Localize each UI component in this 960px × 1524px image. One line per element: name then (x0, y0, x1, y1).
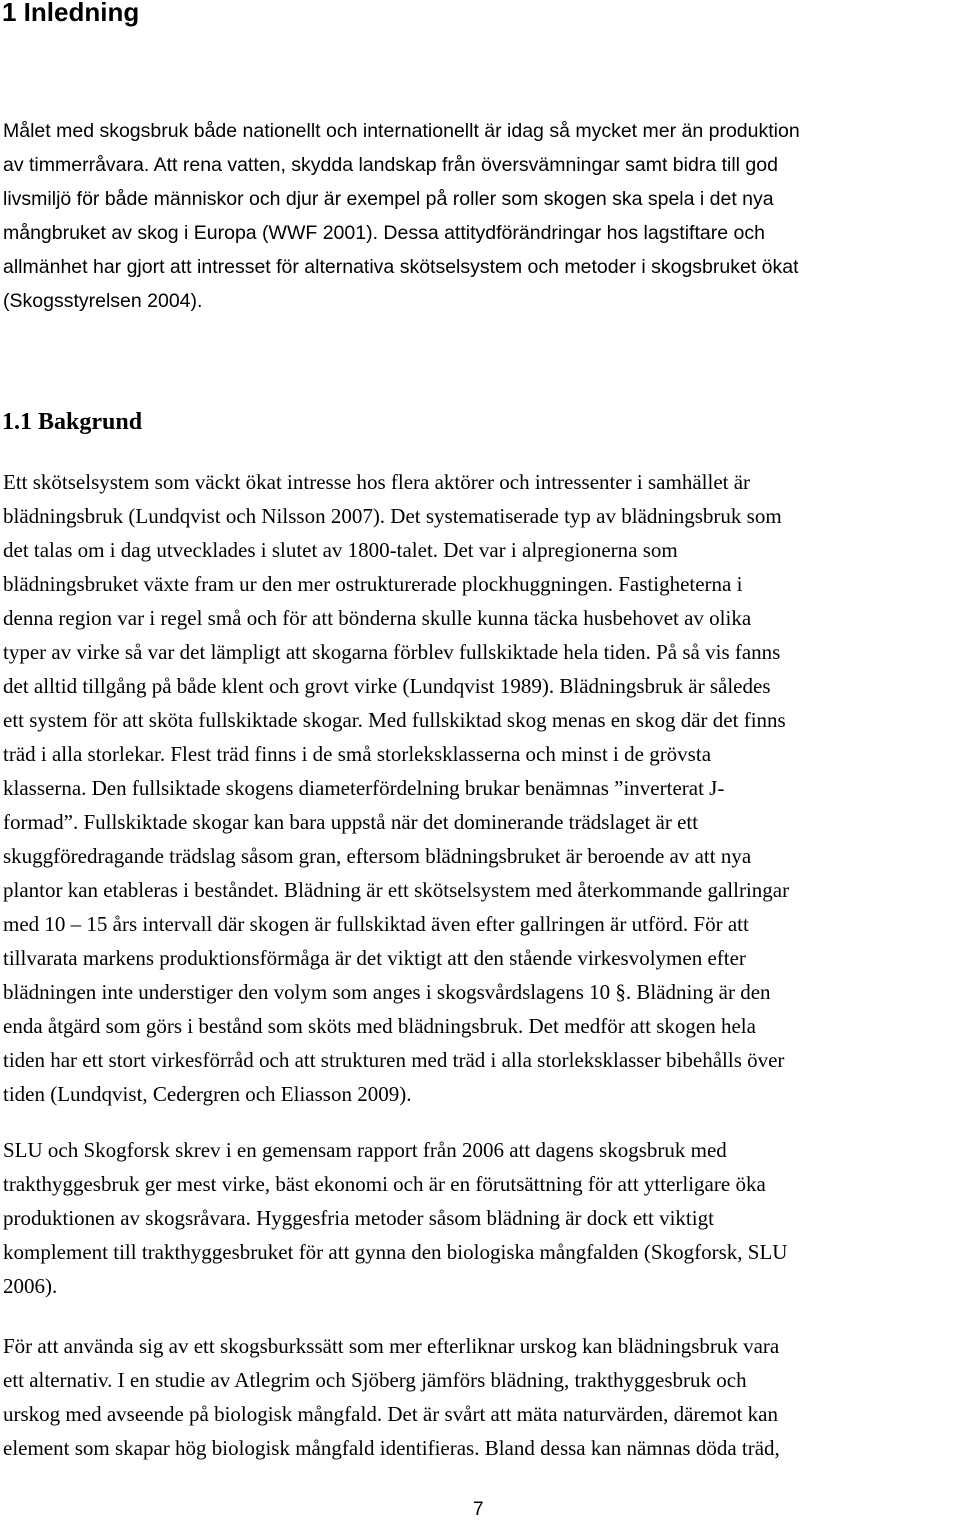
text-line: formad”. Fullskiktade skogar kan bara uppstå när det dominerande trädslaget är ett (3, 810, 699, 834)
text-line: trakthyggesbruk ger mest virke, bäst ekonomi och är en förutsättning för att ytterligare öka (3, 1172, 766, 1196)
text-line: element som skapar hög biologisk mångfald identifieras. Bland dessa kan nämnas döda träd, (3, 1436, 780, 1460)
text-line: enda åtgärd som görs i bestånd som sköts med blädningsbruk. Det medför att skogen hela (3, 1014, 756, 1038)
text-line: blädningen inte understiger den volym som anges i skogsvårdslagens 10 §. Blädning är den (3, 980, 771, 1004)
text-line: tiden (Lundqvist, Cedergren och Eliasson 2009). (3, 1082, 412, 1106)
text-line: tiden har ett stort virkesförråd och att strukturen med träd i alla storleksklasser bibehålls över (3, 1048, 785, 1072)
text-line: skuggföredragande trädslag såsom gran, eftersom blädningsbruket är beroende av att nya (3, 844, 752, 868)
text-line: urskog med avseende på biologisk mångfald. Det är svårt att mäta naturvärden, däremot kan (3, 1402, 778, 1426)
text-line: plantor kan etableras i beståndet. Blädning är ett skötselsystem med återkommande gallringar (3, 878, 790, 902)
text-line: ett alternativ. I en studie av Atlegrim och Sjöberg jämförs blädning, trakthyggesbruk och (3, 1368, 747, 1392)
text-line: träd i alla storlekar. Flest träd finns i de små storleksklasserna och minst i de grövsta (3, 742, 712, 766)
text-line: blädningsbruket växte fram ur den mer ostrukturerade plockhuggningen. Fastigheterna i (3, 572, 743, 596)
text-line: livsmiljö för både människor och djur är exempel på roller som skogen ska spela i det nya (3, 188, 774, 210)
text-line: mångbruket av skog i Europa (WWF 2001). Dessa attitydförändringar hos lagstiftare och (3, 222, 765, 244)
section-heading: 1.1 Bakgrund (2, 409, 143, 435)
text-line: blädningsbruk (Lundqvist och Nilsson 2007). Det systematiserade typ av blädningsbruk som (3, 504, 782, 528)
text-line: det talas om i dag utvecklades i slutet av 1800-talet. Det var i alpregionerna som (3, 538, 678, 562)
text-line: med 10 – 15 års intervall där skogen är fullskiktad även efter gallringen är utförd. För att (3, 912, 749, 936)
text-line: För att använda sig av ett skogsburkssätt som mer efterliknar urskog kan blädningsbruk vara (3, 1334, 780, 1358)
slu-skogforsk-paragraph (3, 1133, 960, 1303)
text-line: komplement till trakthyggesbruket för att gynna den biologiska mångfalden (Skogforsk, SLU (3, 1240, 788, 1264)
text-line: tillvarata markens produktionsförmåga är det viktigt att den stående virkesvolymen efter (3, 946, 746, 970)
text-line: 2006). (3, 1274, 58, 1298)
chapter-heading: 1 Inledning (2, 0, 140, 27)
text-line: klasserna. Den fullsiktade skogens diameterfördelning brukar benämnas ”inverterat J- (3, 776, 725, 800)
text-line: denna region var i regel små och för att bönderna skulle kunna täcka husbehovet av olika (3, 606, 752, 630)
text-line: av timmerråvara. Att rena vatten, skydda landskap från översvämningar samt bidra till god (3, 154, 778, 176)
background-paragraph (3, 465, 960, 1111)
text-line: Ett skötselsystem som väckt ökat intresse hos flera aktörer och intressenter i samhället är (3, 470, 751, 494)
page-number: 7 (473, 1499, 484, 1520)
alternative-paragraph (3, 1329, 960, 1465)
text-line: SLU och Skogforsk skrev i en gemensam rapport från 2006 att dagens skogsbruk med (3, 1138, 727, 1162)
text-line: det alltid tillgång på både klent och grovt virke (Lundqvist 1989). Blädningsbruk är således (3, 674, 771, 698)
text-line: typer av virke så var det lämpligt att skogarna förblev fullskiktade hela tiden. På så vis fanns (3, 640, 781, 664)
text-line: produktionen av skogsråvara. Hyggesfria metoder såsom blädning är dock ett viktigt (3, 1206, 714, 1230)
text-line: ett system för att sköta fullskiktade skogar. Med fullskiktad skog menas en skog där det finns (3, 708, 786, 732)
text-line: allmänhet har gjort att intresset för alternativa skötselsystem och metoder i skogsbruket ökat (3, 256, 799, 278)
text-line: (Skogsstyrelsen 2004). (3, 290, 203, 312)
text-line: Målet med skogsbruk både nationellt och internationellt är idag så mycket mer än produktion (3, 120, 800, 142)
intro-paragraph (3, 114, 960, 318)
